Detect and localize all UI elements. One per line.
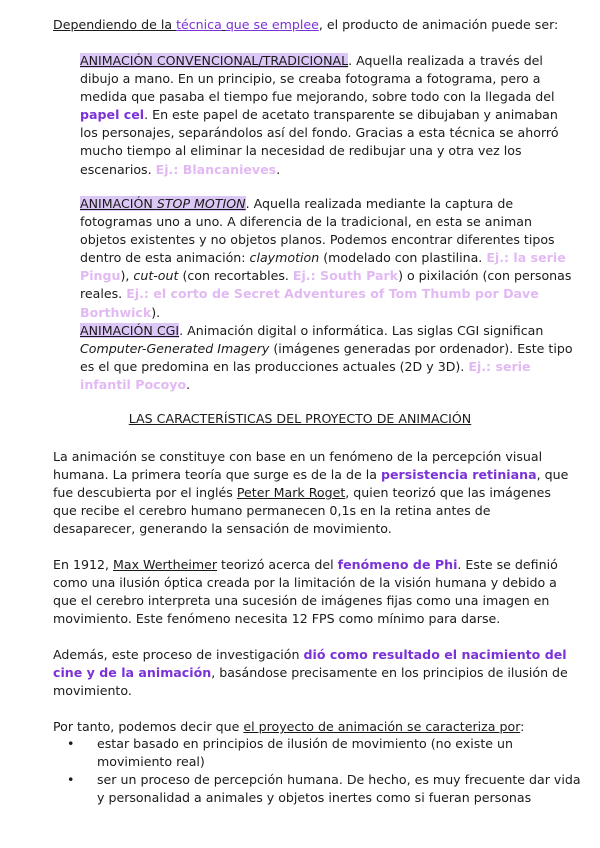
- p3-text-1: Además, este proceso de investigación: [53, 647, 304, 662]
- bullet-icon: •: [67, 772, 75, 788]
- stopmotion-text-1: . Aquella realizada mediante la captura de fotogramas uno a uno. A diferencia de la tradicional, en esta se animan objetos existentes y no objetos planos. Podemos encontrar diferentes tipos dentro de esta animación:: [80, 196, 555, 266]
- section-title: LAS CARACTERÍSTICAS DEL PROYECTO DE ANIMACIÓN: [128, 411, 472, 426]
- intro-paragraph: [53, 16, 573, 34]
- p4-text-1: Por tanto, podemos decir que: [53, 719, 244, 734]
- list-item: [53, 771, 583, 807]
- blancanieves-example: Ej.: Blancanieves: [155, 161, 277, 177]
- papel-cel-term: papel cel: [80, 107, 145, 123]
- caracteriza-term: el proyecto de animación se caracteriza por: [243, 719, 521, 734]
- list-item-text: ser un proceso de percepción humana. De hecho, es muy frecuente dar vida y personalidad a animales y objetos inertes como si fueran personas: [97, 772, 581, 806]
- cgi-heading: ANIMACIÓN CGI: [80, 323, 180, 338]
- cgi-text-2: (imágenes generadas por ordenador). Este tipo es el que predomina en las producciones actuales (2D y 3D).: [80, 341, 573, 375]
- convencional-paragraph: [80, 52, 578, 179]
- tom-thumb-example: Ej.: el corto de Secret Adventures of Tom Thumb por Dave Borthwick: [80, 286, 539, 320]
- p3-text-2: , basándose precisamente en los principios de ilusión de movimiento.: [53, 665, 568, 699]
- p2-text-3: . Este se definió como una ilusión óptica creada por la limitación de la visión humana y debido a que el cerebro interpreta una sucesión de imágenes fijas como una imagen en movimiento. Este fenómeno necesita 12 FPS como mínimo para darse.: [53, 557, 558, 627]
- cgi-paragraph: [80, 322, 578, 394]
- pingu-example: Ej.: la serie Pingu: [80, 250, 566, 284]
- stopmotion-text-3: ),: [120, 268, 134, 284]
- p4-text-2: :: [520, 719, 525, 734]
- cgi-text-1: . Animación digital o informática. Las siglas CGI significan: [179, 323, 544, 338]
- convencional-heading: ANIMACIÓN CONVENCIONAL/TRADICIONAL: [80, 53, 349, 68]
- convencional-end: .: [276, 161, 281, 177]
- wertheimer-name: Max Wertheimer: [113, 557, 218, 572]
- p1-text-2: , que fue descubierta por el inglés: [53, 467, 569, 501]
- cgi-term: Computer-Generated Imagery: [80, 341, 270, 357]
- stopmotion-text-4: (con recortables.: [178, 268, 293, 284]
- convencional-text-2: . En este papel de acetato transparente se dibujaban y animaban los personajes, separándolos así del fondo. Gracias a esta técnica se ahorró mucho tiempo al eliminar la necesidad de redibujar una y otra vez los escenarios.: [80, 107, 559, 177]
- stopmotion-end: ).: [151, 304, 161, 320]
- bullet-icon: •: [67, 736, 75, 751]
- cine-term: dió como resultado el nacimiento del cine y de la animación: [53, 647, 567, 681]
- stopmotion-heading-b: STOP MOTION: [156, 196, 246, 211]
- stopmotion-text-2: (modelado con plastilina.: [319, 250, 487, 266]
- list-item-text: estar basado en principios de ilusión de movimiento (no existe un movimiento real): [97, 736, 513, 770]
- stopmotion-text-5: ) o pixilación (con personas reales.: [80, 268, 572, 302]
- roget-name: Peter Mark Roget: [236, 485, 346, 501]
- convencional-text-1: . Aquella realizada a través del dibujo a mano. En un principio, se creaba fotograma a fotograma, pero a medida que pasaba el tiempo fue mejorando, sobre todo con la llegada del: [80, 53, 555, 105]
- intro-suffix: , el producto de animación puede ser:: [318, 17, 559, 32]
- stopmotion-heading-a: ANIMACIÓN: [80, 196, 157, 211]
- caracteriza-paragraph: [53, 718, 573, 736]
- wertheimer-paragraph: [53, 556, 573, 628]
- south-park-example: Ej.: South Park: [292, 268, 399, 284]
- intro-emplee: que se emplee: [225, 17, 319, 32]
- percepcion-paragraph: [53, 448, 573, 538]
- persistencia-term: persistencia retiniana: [380, 467, 537, 483]
- phi-term: fenómeno de Phi: [337, 557, 458, 572]
- intro-tecnica: técnica: [176, 17, 222, 32]
- p2-text-1: En 1912,: [53, 557, 113, 572]
- characteristics-list: [53, 735, 583, 807]
- cine-paragraph: [53, 646, 573, 700]
- p1-text-1: La animación se constituye con base en un fenómeno de la percepción visual humana. La primera teoría que surge es de la de la: [53, 449, 543, 483]
- p1-text-3: , quien teorizó que las imágenes que recibe el cerebro humano permanecen 0,1s en la retina antes de desaparecer, generando la sensación de movimiento.: [53, 485, 551, 537]
- p2-text-2: teorizó acerca del: [217, 557, 338, 572]
- pocoyo-example: Ej.: serie infantil Pocoyo: [80, 359, 531, 393]
- intro-prefix: Dependiendo de la: [53, 17, 177, 32]
- cgi-end: .: [186, 377, 191, 393]
- cutout-term: cut-out: [133, 268, 179, 284]
- claymotion-term: claymotion: [249, 250, 320, 266]
- list-item: [53, 735, 583, 771]
- stopmotion-paragraph: [80, 195, 578, 322]
